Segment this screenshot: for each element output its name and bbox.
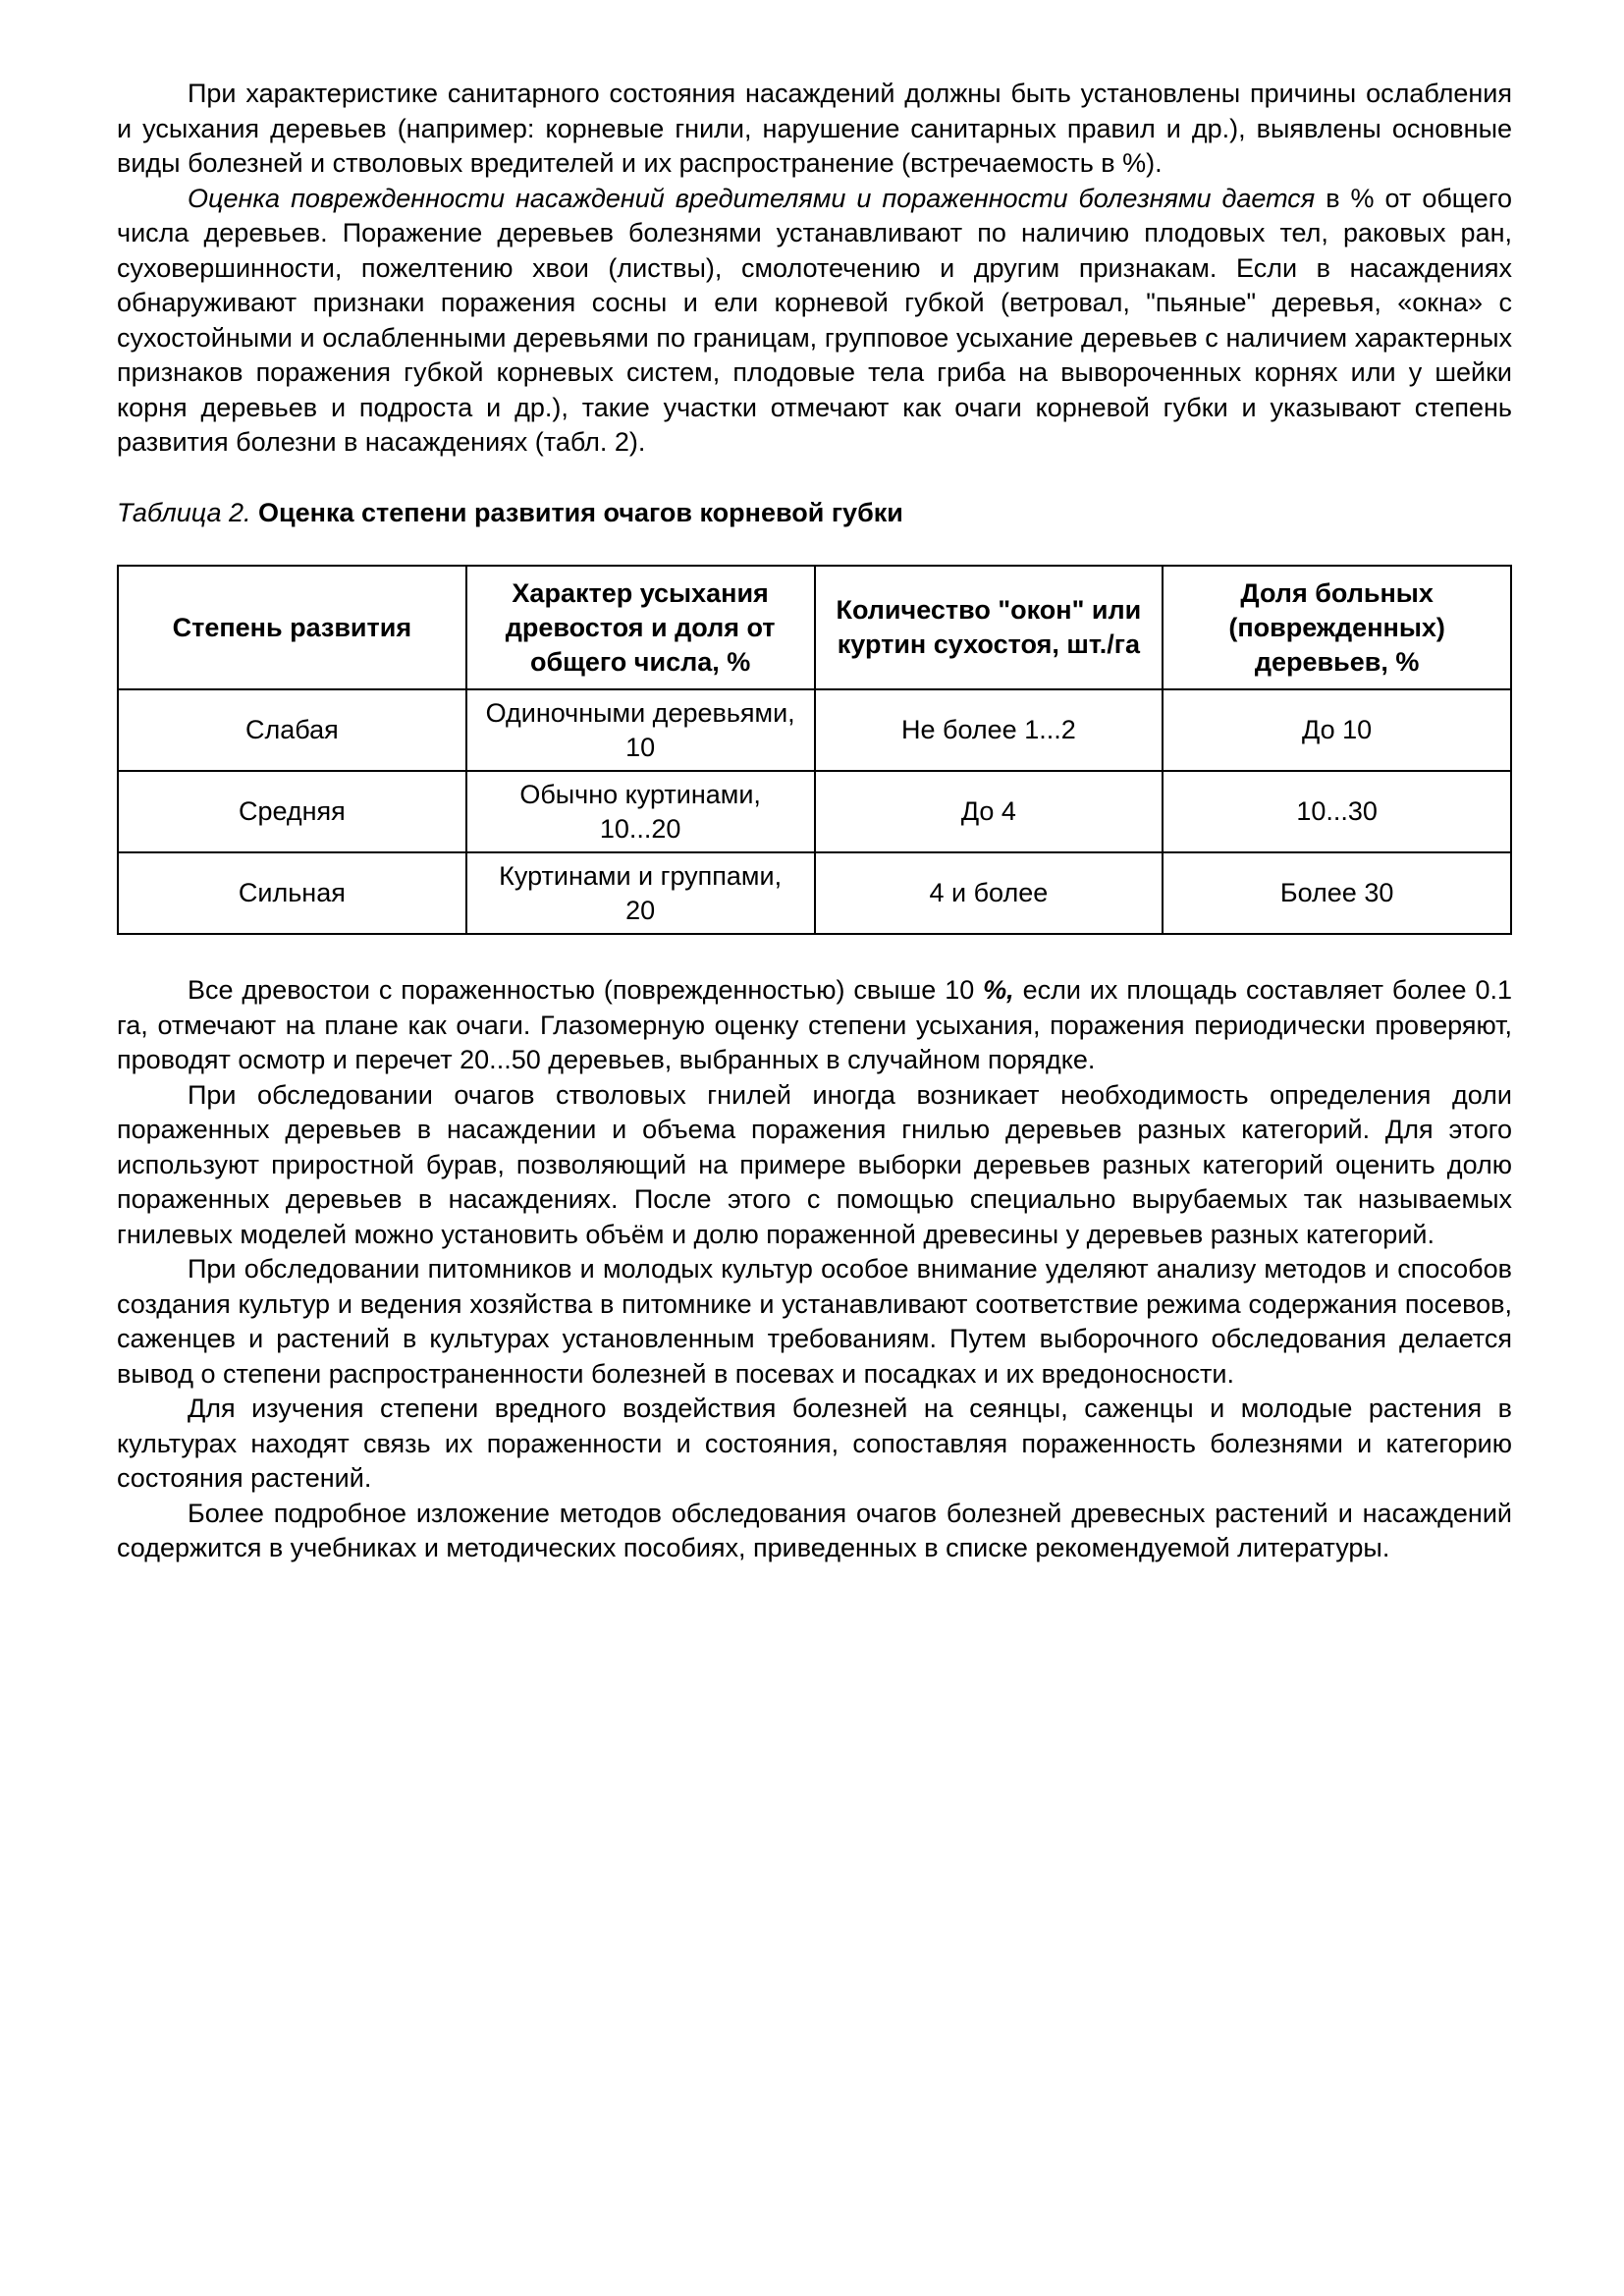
root-fungus-table	[117, 565, 1512, 935]
outbreak-text-start: Все древостои с пораженностью (поврежденностью) свыше 10	[188, 975, 984, 1005]
table-cell: Одиночными деревьями, 10	[466, 689, 815, 771]
paragraph-outbreak-marking	[117, 973, 1512, 1078]
table-cell: Средняя	[118, 771, 466, 852]
table-caption	[117, 496, 1512, 531]
paragraph-seedlings: Для изучения степени вредного воздействия болезней на сеянцы, саженцы и молодые растения в культурах находят связь их пораженности и состояния, сопоставляя пораженность болезнями и категорию состояния растений.	[117, 1394, 1512, 1493]
table-cell: Куртинами и группами, 20	[466, 852, 815, 934]
assessment-text: в % от общего числа деревьев. Поражение деревьев болезнями устанавливают по наличию плодовых тел, раковых ран, суховершинности, пожелтению хвои (листвы), смолотечению и другим признакам. Если в насаждениях обнаруживают признаки поражения сосны и ели корневой губкой (ветровал, "пьяные" деревья, «окна» с сухостойными и ослабленными деревьями по границам, групповое усыхание деревьев с наличием характерных признаков поражения губкой корневых систем, плодовые тела гриба на вывороченных корнях или у шейки корня деревьев и подроста и др.), такие участки отмечают как очаги корневой губки и указывают степень развития болезни в насаждениях (табл. 2).	[117, 183, 1513, 457]
outbreak-text-end: если их площадь составляет более 0.1 га, отмечают на плане как очаги. Глазомерную оценку степени усыхания, поражения периодически проверяют, проводят осмотр и перечет 20...50 деревьев, выбранных в случайном порядке.	[117, 975, 1512, 1074]
table-caption-label: Таблица 2.	[117, 497, 251, 527]
table-cell: 4 и более	[815, 852, 1164, 934]
header-drying-character: Характер усыхания древостоя и доля от общего числа, %	[466, 566, 815, 689]
paragraph-stem-rot: При обследовании очагов стволовых гнилей иногда возникает необходимость определения доли пораженных деревьев в насаждении и объема поражения гнилью деревьев разных категорий. Для этого используют приростной бурав, позволяющий на примере выборки деревьев разных категорий оценить долю пораженных деревьев в насаждениях. После этого с помощью специально вырубаемых так называемых гнилевых моделей можно установить объём и долю пораженной древесины у деревьев разных категорий.	[117, 1079, 1512, 1249]
assessment-term: Оценка поврежденности насаждений вредителями и пораженности болезнями дается	[188, 183, 1316, 213]
paragraph-sanitary-state: При характеристике санитарного состояния насаждений должны быть установлены причины ослабления и усыхания деревьев (например: корневые гнили, нарушение санитарных правил и др.), выявлены основные виды болезней и стволовых вредителей и их распространение (встречаемость в %).	[117, 79, 1512, 178]
paragraph-damage-assessment	[117, 182, 1512, 461]
table-cell: До 4	[815, 771, 1164, 852]
table-cell: 10...30	[1163, 771, 1511, 852]
table-caption-title: Оценка степени развития очагов корневой губки	[258, 497, 903, 527]
document-page	[117, 77, 1512, 1566]
table-cell: Обычно куртинами, 10...20	[466, 771, 815, 852]
table-row	[118, 771, 1511, 852]
outbreak-percent: %,	[983, 975, 1014, 1005]
header-diseased-share: Доля больных (поврежденных) деревьев, %	[1163, 566, 1511, 689]
table-cell: Не более 1...2	[815, 689, 1164, 771]
header-development-degree: Степень развития	[118, 566, 466, 689]
paragraph-nurseries: При обследовании питомников и молодых культур особое внимание уделяют анализу методов и способов создания культур и ведения хозяйства в питомнике и устанавливают соответствие режима содержания посевов, саженцев и растений в культурах установленным требованиям. Путем выборочного обследования делается вывод о степени распространенности болезней в посевах и посадках и их вредоносности.	[117, 1254, 1512, 1389]
paragraph-references: Более подробное изложение методов обследования очагов болезней древесных растений и насаждений содержится в учебниках и методических пособиях, приведенных в списке рекомендуемой литературы.	[117, 1498, 1512, 1562]
table-cell: Сильная	[118, 852, 466, 934]
header-gaps-count: Количество "окон" или куртин сухостоя, шт./га	[815, 566, 1164, 689]
table-cell: Слабая	[118, 689, 466, 771]
table-cell: До 10	[1163, 689, 1511, 771]
table-row	[118, 852, 1511, 934]
table-row	[118, 689, 1511, 771]
table-header-row	[118, 566, 1511, 689]
table-cell: Более 30	[1163, 852, 1511, 934]
